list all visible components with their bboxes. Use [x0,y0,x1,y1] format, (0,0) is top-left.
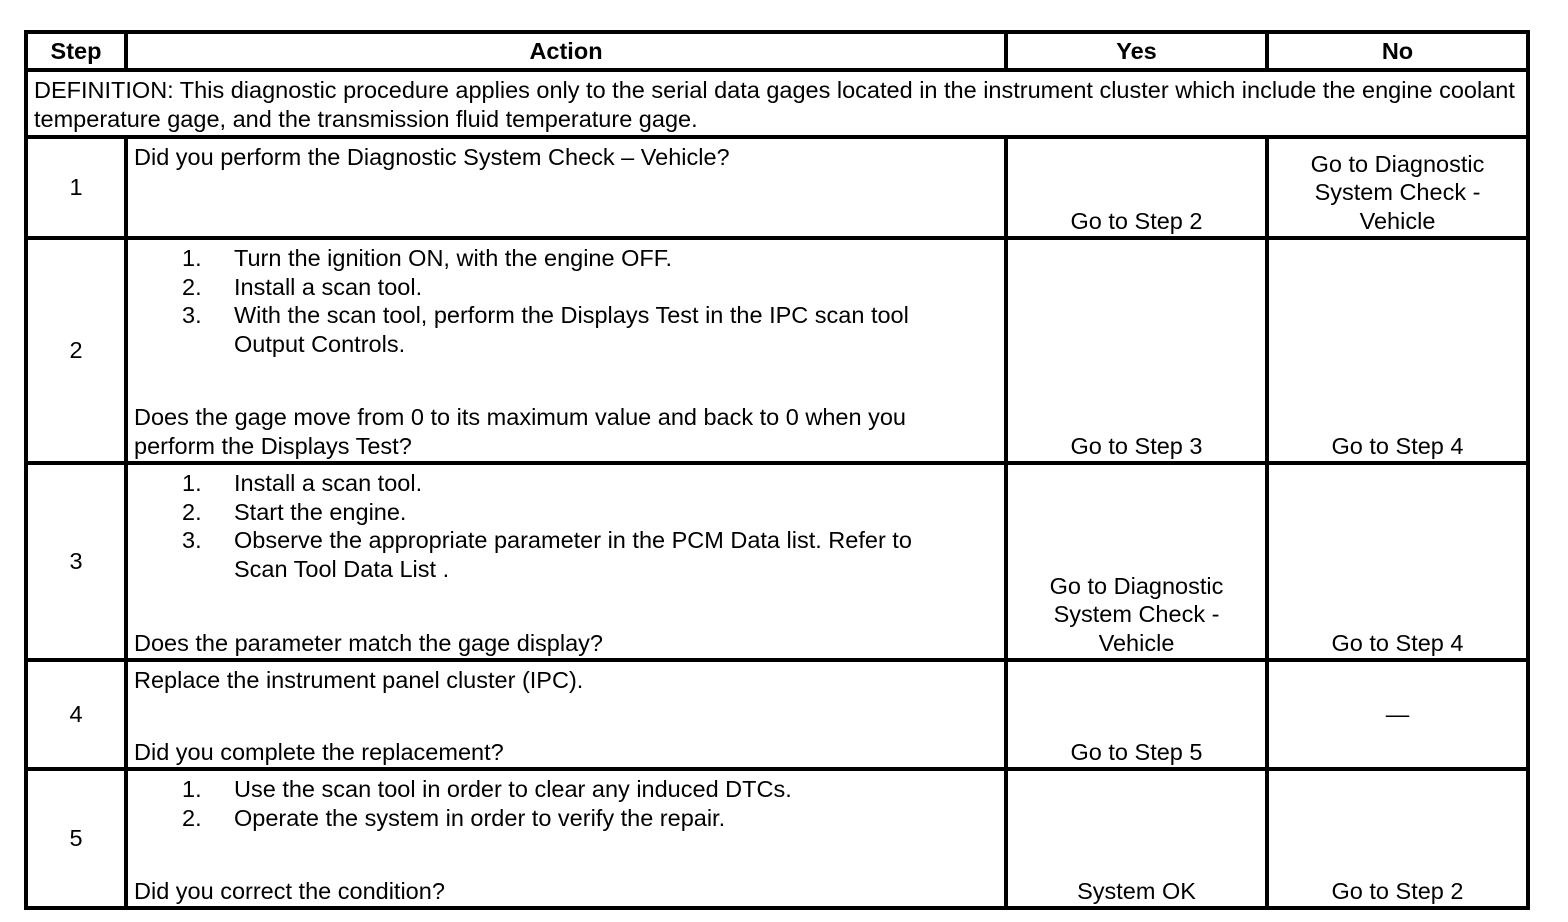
no-result-text: Go to Diagnostic System Check - Vehicle [1310,150,1485,234]
yes-result: Go to Step 2 [1006,137,1267,238]
no-result: Go to Step 2 [1267,769,1528,908]
header-yes: Yes [1006,32,1267,70]
diagnostic-table [24,30,1530,910]
action-question: Does the gage move from 0 to its maximum value and back to 0 when you perform the Displays Test? [134,404,906,459]
yes-result: System OK [1006,769,1267,908]
action-question: Did you complete the replacement? [134,738,504,765]
list-item: 2. Start the engine. [182,498,407,525]
no-result: Go to Step 4 [1267,238,1528,463]
step-number: 1 [26,137,126,238]
definition-row [26,70,1528,137]
table-row [26,463,1528,660]
action-cell [126,463,1006,660]
step-number: 2 [26,238,126,463]
step-number: 3 [26,463,126,660]
list-item: 2. Install a scan tool. [182,273,423,300]
yes-result: Go to Step 5 [1006,660,1267,769]
no-result [1267,137,1528,238]
action-question: Did you correct the condition? [134,877,445,904]
header-no: No [1267,32,1528,70]
list-item: 1. Install a scan tool. [182,470,423,496]
table-row [26,660,1528,769]
list-item: 3. Observe the appropriate parameter in the PCM Data list. Refer to Scan Tool Data List . [182,527,912,582]
yes-result-text: Go to Diagnostic System Check - Vehicle [1049,572,1224,656]
action-cell [126,238,1006,463]
action-steps [134,775,998,832]
action-cell [126,660,1006,769]
action-steps [134,244,998,358]
action-cell [126,769,1006,908]
header-row [26,32,1528,70]
definition-text: DEFINITION: This diagnostic procedure applies only to the serial data gages located in the instrument cluster which include the engine coolant temperature gage, and the transmission fluid temperature gage. [26,70,1528,137]
action-question: Does the parameter match the gage display? [134,629,603,656]
list-item: 1. Use the scan tool in order to clear any induced DTCs. [182,776,792,802]
action-steps [134,469,998,583]
step-number: 5 [26,769,126,908]
yes-result: Go to Step 3 [1006,238,1267,463]
step-number: 4 [26,660,126,769]
table-row [26,137,1528,238]
list-item: 1. Turn the ignition ON, with the engine OFF. [182,245,673,271]
action-question: Did you perform the Diagnostic System Check – Vehicle? [134,144,730,170]
list-item: 2. Operate the system in order to verify the repair. [182,804,726,831]
action-cell [126,137,1006,238]
table-row [26,238,1528,463]
table-row [26,769,1528,908]
no-result: — [1267,660,1528,769]
action-instruction: Replace the instrument panel cluster (IPC). [134,667,584,693]
header-action: Action [126,32,1006,70]
list-item: 3. With the scan tool, perform the Displays Test in the IPC scan tool Output Controls. [182,302,909,357]
yes-result [1006,463,1267,660]
no-result: Go to Step 4 [1267,463,1528,660]
header-step: Step [26,32,126,70]
